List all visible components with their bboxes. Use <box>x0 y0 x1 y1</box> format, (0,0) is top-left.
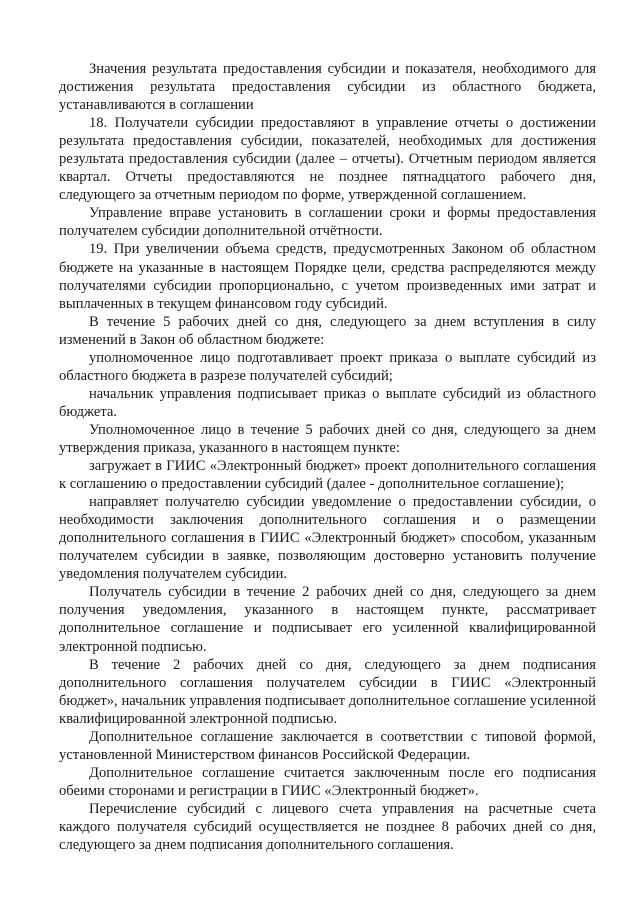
paragraph-head-signs-agreement: В течение 2 рабочих дней со дня, следующего за днем подписания дополнительного соглашения получателем субсидии в ГИИС «Электронный бюджет», начальник управления подписывает дополнительное соглашение усиленной квалифицированной электронной подписью. <box>59 656 596 727</box>
paragraph-authorized-person: Уполномоченное лицо в течение 5 рабочих дней со дня, следующего за днем утверждения приказа, указанного в настоящем пункте: <box>59 421 596 456</box>
paragraph-item-19: 19. При увеличении объема средств, предусмотренных Законом об областном бюджете на указанные в настоящем Порядке цели, средства распределяются между получателями субсидии пропорционально, с учетом произведенных ими затрат и выплаченных в текущем финансовом году субсидий. <box>59 241 596 312</box>
paragraph-uploads-agreement: загружает в ГИИС «Электронный бюджет» проект дополнительного соглашения к соглашению о предоставлении субсидий (далее - дополнительное соглашение); <box>59 458 596 493</box>
paragraph-standard-form: Дополнительное соглашение заключается в соответствии с типовой формой, установленной Министерством финансов Российской Федерации. <box>59 728 596 763</box>
paragraph-within-5-days: В течение 5 рабочих дней со дня, следующего за днем вступления в силу изменений в Закон об областном бюджете: <box>59 313 596 348</box>
paragraph-sends-notice: направляет получателю субсидии уведомление о предоставлении субсидии, о необходимости заключения дополнительного соглашения и о размещении дополнительного соглашения в ГИИС «Электронный бюджет» способом, указанным получателем субсидии в заявке, позволяющим достоверно установить получение уведомления получателем субсидии. <box>59 494 596 583</box>
paragraph-additional-reporting: Управление вправе установить в соглашении сроки и формы предоставления получателем субсидии дополнительной отчётности. <box>59 205 596 240</box>
paragraph-transfer-subsidies: Перечисление субсидий с лицевого счета управления на расчетные счета каждого получателя субсидий осуществляется не позднее 8 рабочих дней со дня, следующего за днем подписания дополнительного соглашения. <box>59 800 596 854</box>
paragraph-result-values: Значения результата предоставления субсидии и показателя, необходимого для достижения результата предоставления субсидии из областного бюджета, устанавливаются в соглашении <box>59 61 596 114</box>
paragraph-agreement-concluded: Дополнительное соглашение считается заключенным после его подписания обеими сторонами и регистрации в ГИИС «Электронный бюджет». <box>59 764 596 799</box>
paragraph-item-18: 18. Получатели субсидии предоставляют в управление отчеты о достижении результата предоставления субсидии, показателей, необходимых для достижения результата предоставления субсидии (далее – отчеты). Отчетным периодом является квартал. Отчеты предоставляются не позднее пятнадцатого рабочего дня, следующего за отчетным периодом по форме, утвержденной соглашением. <box>59 115 596 204</box>
paragraph-prepares-order: уполномоченное лицо подготавливает проект приказа о выплате субсидий из областного бюджета в разрезе получателей субсидий; <box>59 349 596 384</box>
paragraph-recipient-signs: Получатель субсидии в течение 2 рабочих дней со дня, следующего за днем получения уведомления, указанного в настоящем пункте, рассматривает дополнительное соглашение и подписывает его усиленной квалифицированной электронной подписью. <box>59 584 596 655</box>
paragraph-head-signs-order: начальник управления подписывает приказ о выплате субсидий из областного бюджета. <box>59 385 596 420</box>
document-page <box>59 60 596 854</box>
